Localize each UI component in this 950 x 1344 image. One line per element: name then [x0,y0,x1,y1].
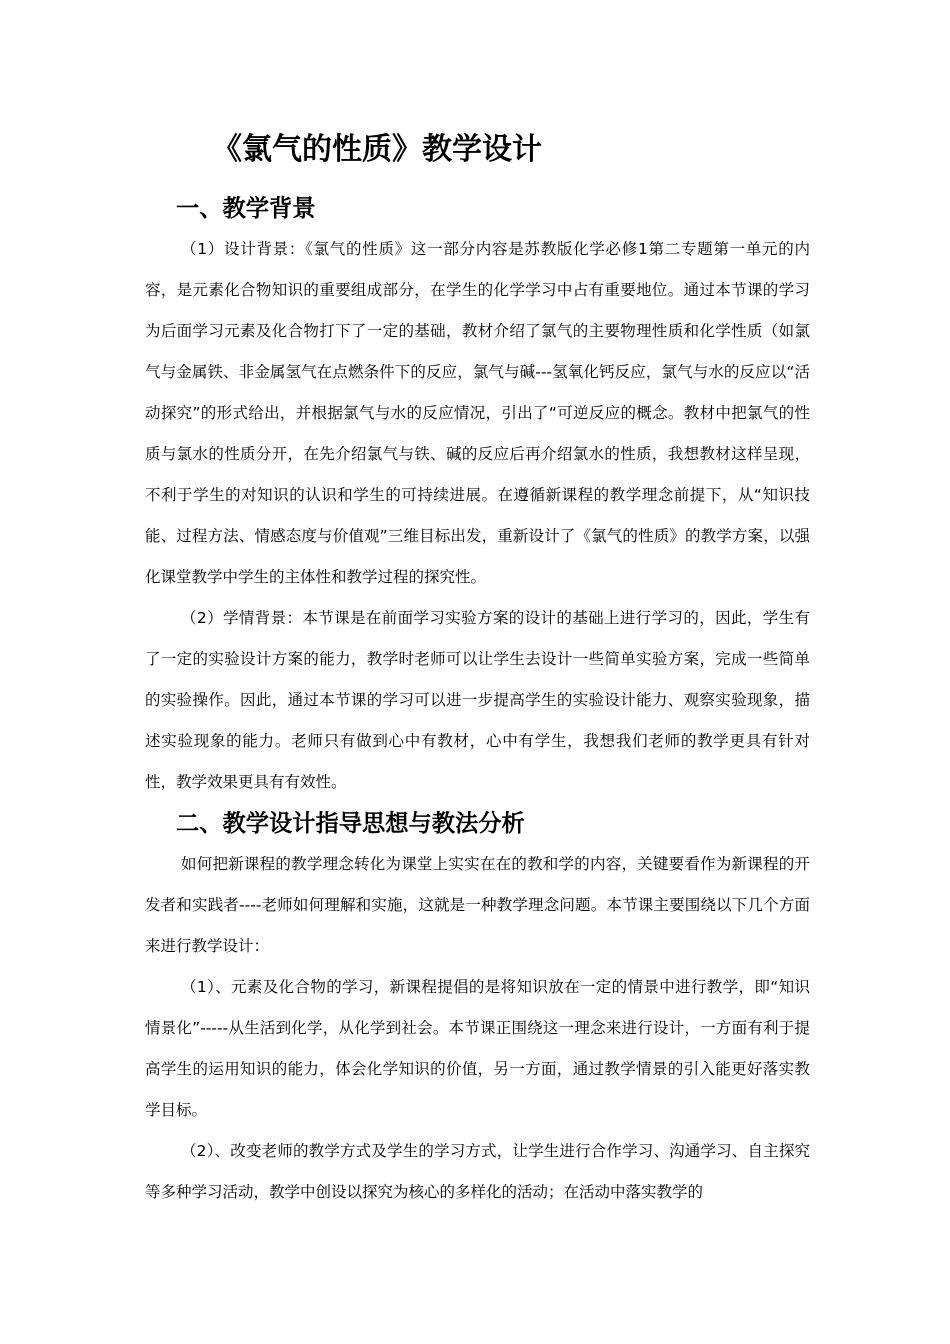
paragraph-design-background: （1）设计背景：《氯气的性质》这一部分内容是苏教版化学必修1第二专题第一单元的内容，是元素化合物知识的重要组成部分，在学生的化学学习中占有重要地位。通过本节课的学习为后面学习元素及化合物打下了一定的基础，教材介绍了氯气的主要物理性质和化学性质（如氯气与金属铁、非金属氢气在点燃条件下的反应，氯气与碱---氢氧化钙反应，氯气与水的反应以“活动探究”的形式给出，并根据氯气与水的反应情况，引出了“可逆反应的概念。教材中把氯气的性质与氯水的性质分开，在先介绍氯气与铁、碱的反应后再介绍氯水的性质，我想教材这样呈现，不利于学生的对知识的认识和学生的可持续进展。在遵循新课程的教学理念前提下，从“知识技能、过程方法、情感态度与价值观”三维目标出发，重新设计了《氯气的性质》的教学方案，以强化课堂教学中学生的主体性和教学过程的探究性。 [145,240,810,586]
section-heading-teaching-background: 一、教学背景 [176,195,316,222]
paragraph-student-background: （2）学情背景：本节课是在前面学习实验方案的设计的基础上进行学习的，因此，学生有了一定的实验设计方案的能力，教学时老师可以让学生去设计一些简单实验方案，完成一些简单的实验操作。因此，通过本节课的学习可以进一步提高学生的实验设计能力、观察实验现象，描述实验现象的能力。老师只有做到心中有教材，心中有学生，我想我们老师的教学更具有针对性，教学效果更具有有效性。 [145,609,810,791]
paragraph-point-1: （1）、元素及化合物的学习，新课程提倡的是将知识放在一定的情景中进行教学，即“知识情景化”-----从生活到化学，从化学到社会。本节课正围绕这一理念来进行设计，一方面有利于提高学生的运用知识的能力，体会化学知识的价值，另一方面，通过教学情景的引入能更好落实教学目标。 [145,978,810,1119]
document-body [145,188,810,1213]
document-title: 《氯气的性质》教学设计 [212,132,542,167]
paragraph-guiding-intro: 如何把新课程的教学理念转化为课堂上实实在在的教和学的内容，关键要看作为新课程的开发者和实践者----老师如何理解和实施，这就是一种教学理念问题。本节课主要围绕以下几个方面来进行教学设计： [145,855,810,955]
paragraph-point-2: （2）、改变老师的教学方式及学生的学习方式，让学生进行合作学习、沟通学习、自主探究等多种学习活动，教学中创设以探究为核心的多样化的活动；在活动中落实教学的 [145,1142,810,1201]
section-heading-guiding-ideas: 二、教学设计指导思想与教法分析 [176,810,525,837]
